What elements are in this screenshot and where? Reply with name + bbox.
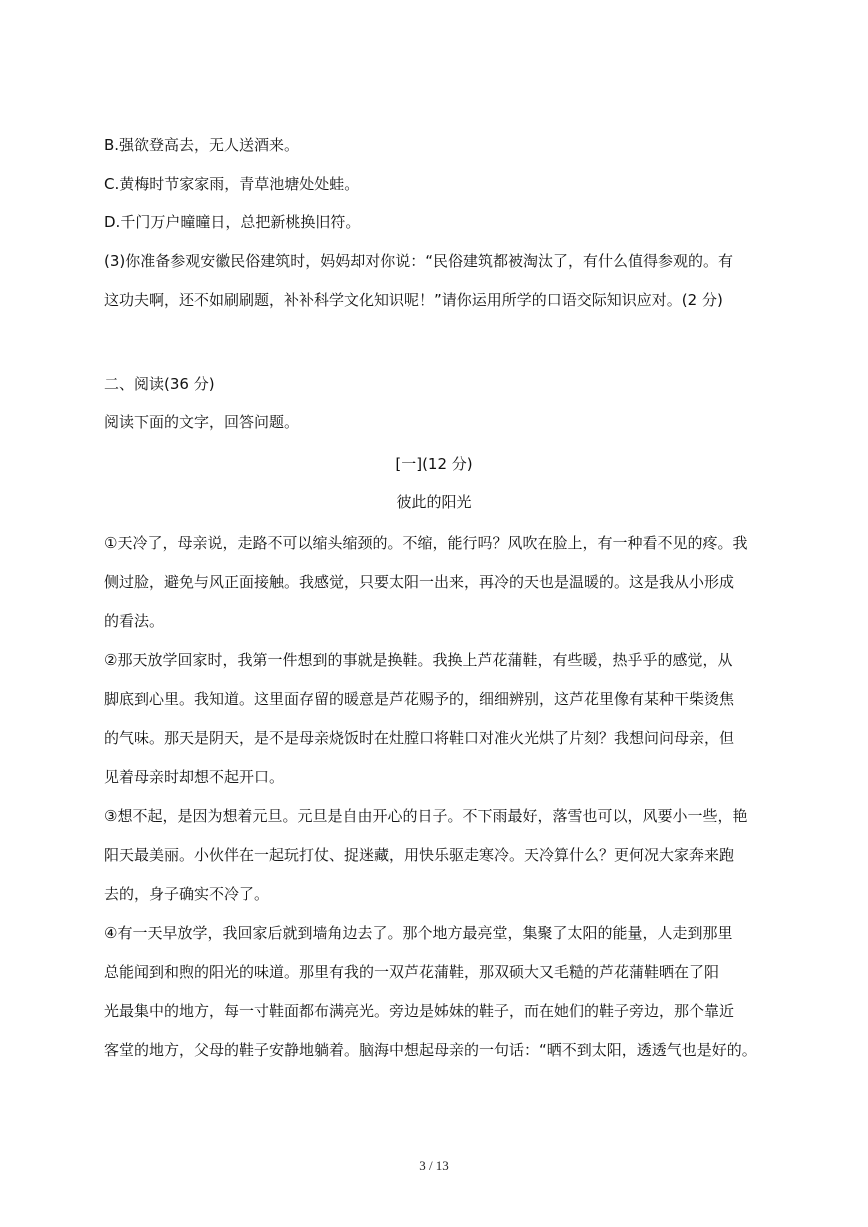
passage-label: [一](12 分) [395, 455, 473, 473]
paragraph-2-line-1: ②那天放学回家时，我第一件想到的事就是换鞋。我换上芦花蒲鞋，有些暖，热乎乎的感觉，从 [104, 651, 733, 669]
page-number: 3 / 13 [419, 1158, 449, 1173]
option-d-line: D.千门万户曈曈日，总把新桃换旧符。 [104, 213, 361, 231]
paragraph-2-line-3: 的气味。那天是阴天，是不是母亲烧饭时在灶膛口将鞋口对准火光烘了片刻？我想问问母亲，但 [104, 729, 735, 747]
paragraph-2-line-4: 见着母亲时却想不起开口。 [104, 768, 285, 786]
paragraph-4-line-2: 总能闻到和煦的阳光的味道。那里有我的一双芦花蒲鞋，那双硕大又毛糙的芦花蒲鞋晒在了阳 [104, 963, 720, 981]
paragraph-3-line-2: 阳天最美丽。小伙伴在一起玩打仗、捉迷藏，用快乐驱走寒冷。天冷算什么？更何况大家奔来跑 [104, 846, 735, 864]
paragraph-3-line-3: 去的，身子确实不冷了。 [104, 885, 270, 903]
question-3-line-1: (3)你准备参观安徽民俗建筑时，妈妈却对你说：“民俗建筑都被淘汰了，有什么值得参观的。有 [104, 252, 734, 270]
paragraph-1-line-2: 侧过脸，避免与风正面接触。我感觉，只要太阳一出来，再冷的天也是温暖的。这是我从小形成 [104, 573, 735, 591]
reading-instruction: 阅读下面的文字，回答问题。 [104, 413, 300, 431]
passage-title: 彼此的阳光 [396, 493, 472, 511]
option-c-line: C.黄梅时节家家雨，青草池塘处处蛙。 [104, 175, 360, 193]
option-b-line: B.强欲登高去，无人送酒来。 [104, 136, 300, 154]
paragraph-1-line-3: 的看法。 [104, 612, 165, 630]
section-heading: 二、阅读(36 分) [104, 375, 215, 393]
paragraph-4-line-1: ④有一天早放学，我回家后就到墙角边去了。那个地方最亮堂，集聚了太阳的能量，人走到那里 [104, 924, 733, 942]
paragraph-1-line-1: ①天冷了，母亲说，走路不可以缩头缩颈的。不缩，能行吗？风吹在脸上，有一种看不见的疼。我 [104, 534, 748, 552]
paragraph-2-line-2: 脚底到心里。我知道。这里面存留的暖意是芦花赐予的，细细辨别，这芦花里像有某种干柴烫焦 [104, 690, 735, 708]
paragraph-4-line-3: 光最集中的地方，每一寸鞋面都布满亮光。旁边是姊妹的鞋子，而在她们的鞋子旁边，那个靠近 [104, 1002, 735, 1020]
paragraph-4-line-4: 客堂的地方，父母的鞋子安静地躺着。脑海中想起母亲的一句话：“晒不到太阳，透透气也是好的。 [104, 1041, 757, 1059]
question-3-line-2: 这功夫啊，还不如刷刷题，补补科学文化知识呢！”请你运用所学的口语交际知识应对。(2 分) [104, 291, 723, 309]
paragraph-3-line-1: ③想不起，是因为想着元旦。元旦是自由开心的日子。不下雨最好，落雪也可以，风要小一些，艳 [104, 807, 748, 825]
